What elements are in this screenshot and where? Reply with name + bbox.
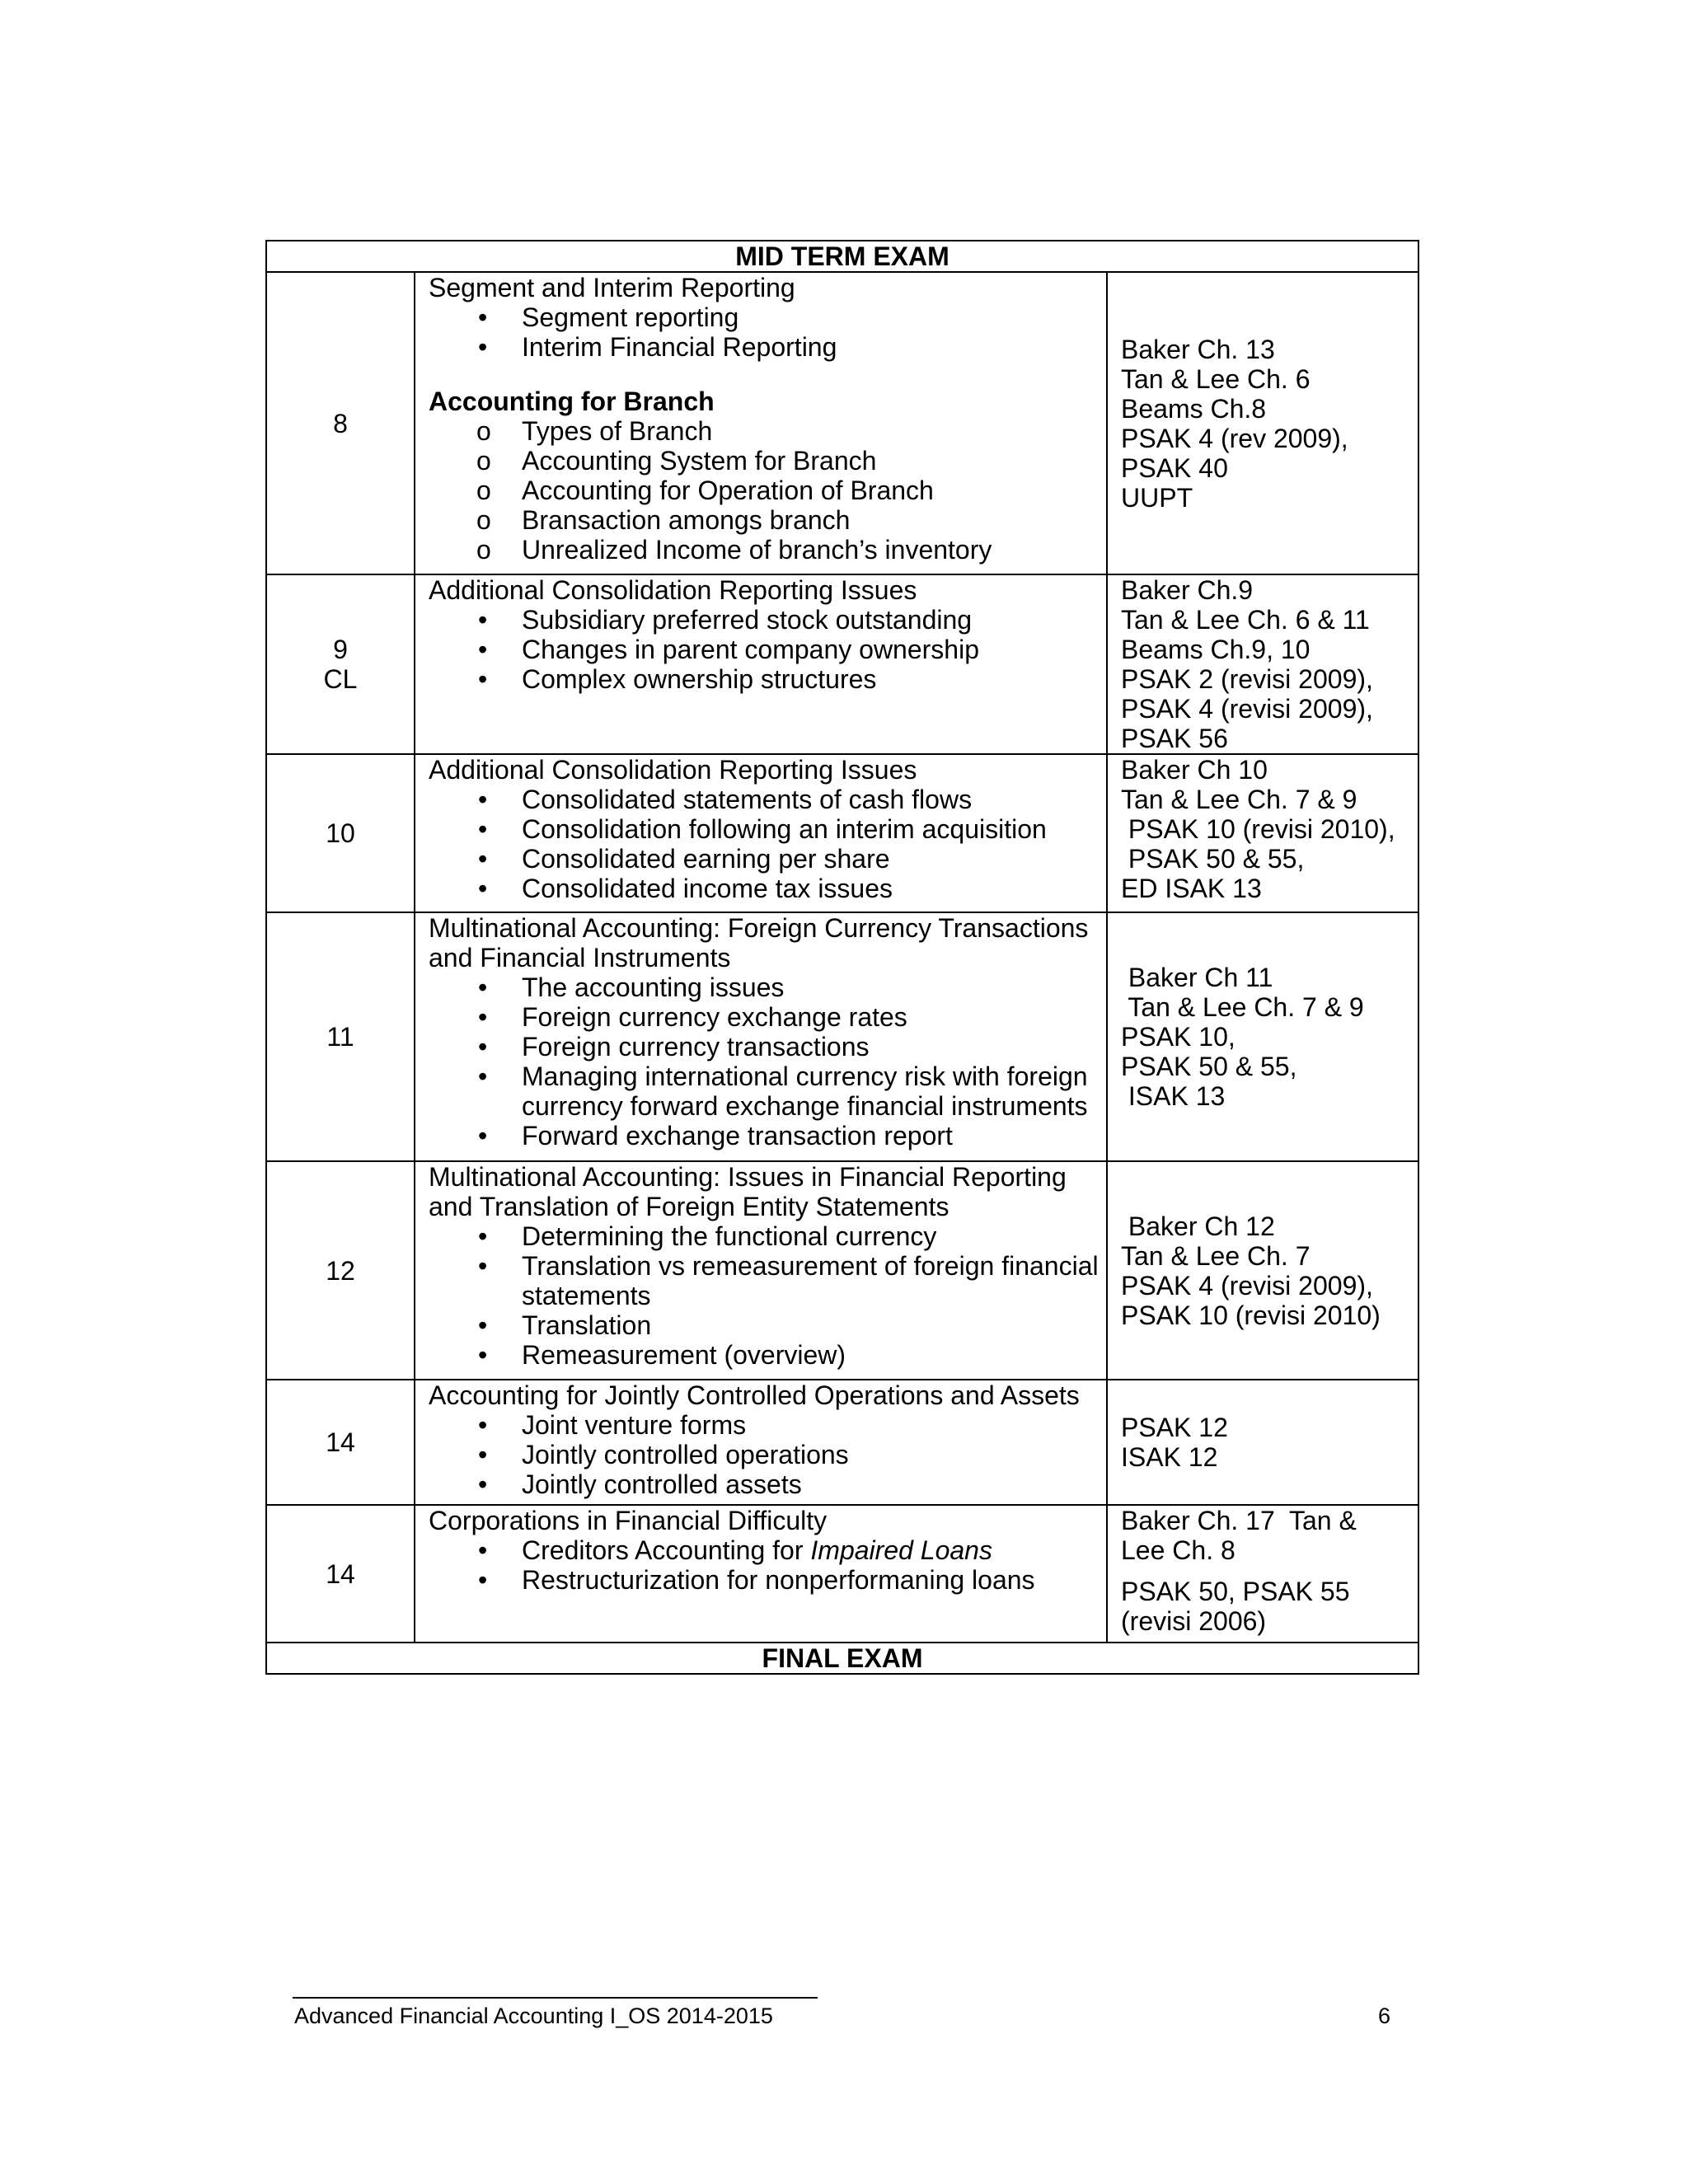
reference-item: (revisi 2006) xyxy=(1121,1606,1267,1636)
list-item-text: Creditors Accounting for xyxy=(522,1535,811,1565)
topics-cell xyxy=(415,1162,1108,1379)
reference-item: PSAK 12 xyxy=(1121,1413,1228,1442)
reference-item: PSAK 10 (revisi 2010), xyxy=(1121,814,1395,844)
week-number: 14 xyxy=(326,1427,355,1457)
table-row xyxy=(267,1506,1418,1643)
table-row xyxy=(267,575,1418,755)
reference-item: PSAK 2 (revisi 2009), xyxy=(1121,664,1373,694)
week-number: 12 xyxy=(326,1255,355,1286)
list-item: • Foreign currency transactions xyxy=(429,1032,1106,1062)
reference-item: Beams Ch.8 xyxy=(1121,393,1267,424)
reference-item: Tan & Lee Ch. 6 & 11 xyxy=(1121,605,1370,635)
reference-item: Baker Ch 10 xyxy=(1121,755,1268,785)
reference-item: ISAK 13 xyxy=(1121,1081,1226,1111)
list-item: o Types of Branch xyxy=(429,416,1106,446)
list-item: • Joint venture forms xyxy=(429,1410,1106,1440)
table-body xyxy=(267,273,1418,1643)
week-cell xyxy=(267,755,415,912)
topic-heading: Accounting for Branch xyxy=(429,387,715,416)
topic-heading: and Financial Instruments xyxy=(429,943,731,972)
week-number: 8 xyxy=(333,408,348,438)
reference-item: Beams Ch.9, 10 xyxy=(1121,635,1311,664)
reference-item: Baker Ch. 13 xyxy=(1121,334,1275,364)
reference-list xyxy=(1121,1413,1418,1472)
reference-list xyxy=(1121,335,1418,513)
reference-item: PSAK 4 (rev 2009), xyxy=(1121,423,1348,453)
reference-item: PSAK 4 (revisi 2009), xyxy=(1121,694,1373,724)
reference-item: Lee Ch. 8 xyxy=(1121,1535,1236,1565)
list-item: o Bransaction amongs branch xyxy=(429,505,1106,535)
reference-list xyxy=(1121,963,1418,1111)
reference-item: PSAK 10, xyxy=(1121,1022,1236,1052)
reference-list xyxy=(1121,1506,1418,1636)
reference-item: PSAK 50, PSAK 55 xyxy=(1121,1577,1350,1606)
final-exam-banner: FINAL EXAM xyxy=(762,1643,923,1673)
reference-item: Baker Ch 11 xyxy=(1121,963,1273,992)
list-item: • Foreign currency exchange rates xyxy=(429,1002,1106,1032)
table-row xyxy=(267,1162,1418,1380)
week-number: CL xyxy=(323,664,358,694)
week-cell xyxy=(267,1162,415,1379)
list-item: • Forward exchange transaction report xyxy=(429,1121,1106,1151)
reference-item: Tan & Lee Ch. 7 & 9 xyxy=(1121,785,1357,814)
list-item: o Accounting System for Branch xyxy=(429,446,1106,476)
topic-heading: Corporations in Financial Difficulty xyxy=(429,1506,828,1535)
reference-item: PSAK 10 (revisi 2010) xyxy=(1121,1300,1381,1330)
topics-cell xyxy=(415,273,1108,574)
list-item: • Jointly controlled assets xyxy=(429,1469,1106,1499)
list-item: • Determining the functional currency xyxy=(429,1221,1106,1251)
reference-item: Baker Ch. 17 Tan & xyxy=(1121,1506,1357,1535)
topics-cell xyxy=(415,1506,1108,1642)
list-item: • The accounting issues xyxy=(429,972,1106,1002)
references-cell xyxy=(1108,273,1418,574)
reference-item: Baker Ch 12 xyxy=(1121,1211,1275,1241)
list-item: • Managing international currency risk with foreign xyxy=(429,1062,1106,1091)
topics-cell xyxy=(415,575,1108,753)
list-item: • Remeasurement (overview) xyxy=(429,1340,1106,1370)
table-row xyxy=(267,1380,1418,1506)
list-item-continued: statements xyxy=(522,1281,651,1310)
reference-item: PSAK 4 (revisi 2009), xyxy=(1121,1270,1373,1301)
reference-item: PSAK 50 & 55, xyxy=(1121,844,1305,874)
week-cell xyxy=(267,273,415,574)
table-row xyxy=(267,913,1418,1162)
reference-item: Tan & Lee Ch. 6 xyxy=(1121,363,1311,394)
list-item xyxy=(429,1535,1106,1565)
list-item: • Complex ownership structures xyxy=(429,664,1106,694)
references-cell xyxy=(1108,913,1418,1160)
syllabus-table xyxy=(265,240,1419,1675)
references-cell xyxy=(1108,755,1418,912)
week-cell xyxy=(267,1380,415,1504)
week-cell xyxy=(267,1506,415,1642)
reference-list xyxy=(1121,575,1418,753)
week-number: 11 xyxy=(326,1022,354,1052)
topic-heading: Multinational Accounting: Issues in Financial Reporting xyxy=(429,1162,1067,1192)
list-item-italic: Impaired Loans xyxy=(810,1535,992,1565)
topics-cell xyxy=(415,755,1108,912)
reference-list xyxy=(1121,1212,1418,1330)
topic-heading: Multinational Accounting: Foreign Currency Transactions xyxy=(429,913,1089,943)
page-number: 6 xyxy=(1378,2004,1391,2028)
list-item: • Consolidated income tax issues xyxy=(429,874,1106,903)
table-row xyxy=(267,755,1418,913)
topic-heading: Segment and Interim Reporting xyxy=(429,273,795,302)
list-item: • Changes in parent company ownership xyxy=(429,635,1106,664)
topic-heading: and Translation of Foreign Entity Statements xyxy=(429,1192,950,1221)
topics-cell xyxy=(415,1380,1108,1504)
mid-term-banner: MID TERM EXAM xyxy=(267,241,1418,273)
references-cell xyxy=(1108,1162,1418,1379)
references-cell xyxy=(1108,1506,1418,1642)
topic-heading: Additional Consolidation Reporting Issues xyxy=(429,755,917,785)
week-number: 10 xyxy=(326,818,355,848)
reference-item: ED ISAK 13 xyxy=(1121,874,1262,903)
topic-heading: Accounting for Jointly Controlled Operations and Assets xyxy=(429,1380,1080,1410)
list-item: • Consolidation following an interim acquisition xyxy=(429,814,1106,844)
reference-item: ISAK 12 xyxy=(1121,1442,1218,1472)
reference-item: Baker Ch.9 xyxy=(1121,575,1254,605)
list-item: • Segment reporting xyxy=(429,302,1106,332)
week-number: 14 xyxy=(326,1558,355,1589)
list-item: • Restructurization for nonperformaning loans xyxy=(429,1565,1106,1595)
list-item: • Jointly controlled operations xyxy=(429,1440,1106,1469)
reference-item: PSAK 56 xyxy=(1121,724,1228,753)
reference-list xyxy=(1121,755,1418,903)
topics-cell xyxy=(415,913,1108,1160)
list-item-continued: currency forward exchange financial instruments xyxy=(522,1091,1088,1121)
list-item: o Accounting for Operation of Branch xyxy=(429,476,1106,505)
reference-item: PSAK 50 & 55, xyxy=(1121,1052,1297,1081)
spacer xyxy=(429,362,1106,387)
topic-heading: Additional Consolidation Reporting Issues xyxy=(429,575,917,605)
reference-item: Tan & Lee Ch. 7 xyxy=(1121,1240,1311,1271)
list-item: • Consolidated statements of cash flows xyxy=(429,785,1106,814)
reference-item xyxy=(1121,1565,1418,1577)
reference-item: Tan & Lee Ch. 7 & 9 xyxy=(1121,992,1364,1022)
references-cell xyxy=(1108,1380,1418,1504)
list-item: • Consolidated earning per share xyxy=(429,844,1106,874)
footer-title: Advanced Financial Accounting I_OS 2014-2015 xyxy=(294,2004,773,2028)
references-cell xyxy=(1108,575,1418,753)
list-item: • Interim Financial Reporting xyxy=(429,332,1106,362)
footer-divider xyxy=(293,1997,818,1999)
list-item: • Translation vs remeasurement of foreign financial xyxy=(429,1251,1106,1281)
list-item: • Subsidiary preferred stock outstanding xyxy=(429,605,1106,635)
table-row xyxy=(267,273,1418,575)
list-item: • Translation xyxy=(429,1310,1106,1340)
reference-item: UUPT xyxy=(1121,482,1193,513)
week-cell xyxy=(267,575,415,753)
week-number: 9 xyxy=(333,635,348,664)
reference-item: PSAK 40 xyxy=(1121,452,1228,483)
list-item: o Unrealized Income of branch’s inventory xyxy=(429,535,1106,565)
week-cell xyxy=(267,913,415,1160)
